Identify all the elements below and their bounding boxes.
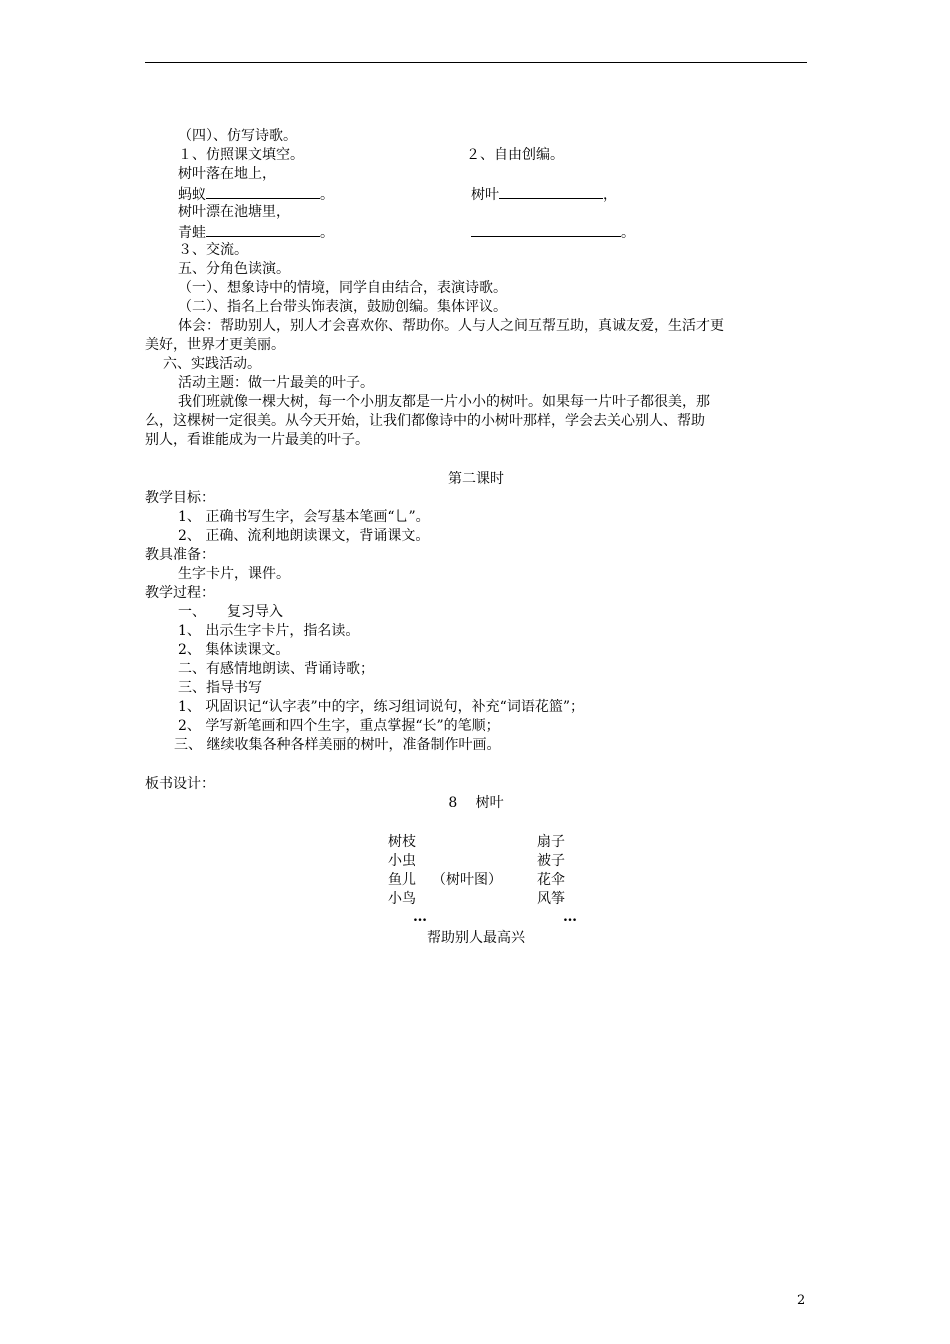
prep-text: 生字卡片，课件。: [178, 566, 290, 582]
step-item: 1、 出示生字卡片，指名读。: [178, 623, 360, 639]
step-item: 2、 集体读课文。: [178, 642, 290, 658]
board-right-item: 扇子: [537, 834, 565, 850]
page-number: 2: [797, 1293, 806, 1308]
poem-line: 树叶漂在池塘里，: [178, 204, 290, 220]
create-fill-line: [471, 184, 617, 204]
lesson-title: 第二课时: [448, 471, 504, 487]
section-6-title: 六、实践活动。: [163, 356, 261, 372]
paragraph: 么，这棵树一定很美。从今天开始，让我们都像诗中的小树叶那样，学会去关心别人、帮助: [145, 413, 705, 429]
poem-fill-line: [178, 184, 334, 204]
paragraph: 体会：帮助别人，别人才会喜欢你、帮助你。人与人之间互帮互助，真诚友爱，生活才更: [178, 318, 724, 334]
process-heading: 教学过程：: [145, 585, 215, 601]
answer-blank[interactable]: [206, 184, 320, 199]
step-item: 二、有感情地朗读、背诵诗歌；: [178, 661, 374, 677]
punct: ，: [603, 187, 617, 203]
board-left-item: 鱼儿: [388, 872, 416, 888]
poem-line: 树叶落在地上，: [178, 166, 276, 182]
exchange-item: ３、交流。: [178, 242, 248, 258]
step-item: 一、 复习导入: [178, 604, 283, 620]
board-right-item: 风筝: [537, 891, 565, 907]
step-item: 1、 巩固识记“认字表”中的字，练习组词说句，补充“词语花篮”；: [178, 699, 584, 715]
punct: 。: [320, 187, 334, 203]
header-rule: [145, 62, 807, 63]
poem-fill-label: 蚂蚁: [178, 187, 206, 203]
paragraph: （一）、想象诗中的情境，同学自由结合，表演诗歌。: [178, 280, 507, 296]
create-fill-label: 树叶: [471, 187, 499, 203]
prep-heading: 教具准备：: [145, 547, 215, 563]
punct: 。: [320, 225, 334, 241]
free-create-item: ２、自由创编。: [466, 147, 564, 163]
section-5-title: 五、分角色读演。: [178, 261, 290, 277]
step-item: 三、 继续收集各种各样美丽的树叶，准备制作叶画。: [174, 737, 501, 753]
answer-blank[interactable]: [471, 222, 621, 237]
board-right-item: 被子: [537, 853, 565, 869]
leaf-drawing-placeholder: （树叶图）: [432, 872, 502, 888]
step-item: 2、 学写新笔画和四个生字，重点掌握“长”的笔顺；: [178, 718, 500, 734]
goal-item: 1、 正确书写生字，会写基本笔画“乚”。: [178, 509, 430, 525]
paragraph: 美好，世界才更美丽。: [145, 337, 285, 353]
board-right-item: 花伞: [537, 872, 565, 888]
paragraph: 别人，看谁能成为一片最美的叶子。: [145, 432, 369, 448]
poem-fill-label: 青蛙: [178, 225, 206, 241]
create-fill-line: [471, 222, 635, 242]
paragraph: （二）、指名上台带头饰表演，鼓励创编。集体评议。: [178, 299, 507, 315]
step-item: 三、指导书写: [178, 680, 262, 696]
goals-heading: 教学目标：: [145, 490, 215, 506]
board-left-item: 小虫: [388, 853, 416, 869]
board-title: 8 树叶: [448, 795, 504, 811]
board-left-item: 树枝: [388, 834, 416, 850]
fill-blank-item: １、仿照课文填空。: [178, 147, 304, 163]
answer-blank[interactable]: [499, 184, 603, 199]
section-4-title: （四）、仿写诗歌。: [178, 128, 297, 144]
board-left-item: 小鸟: [388, 891, 416, 907]
goal-item: 2、 正确、流利地朗读课文，背诵课文。: [178, 528, 430, 544]
poem-fill-line: [178, 222, 334, 242]
punct: 。: [621, 225, 635, 241]
answer-blank[interactable]: [206, 222, 320, 237]
activity-theme: 活动主题：做一片最美的叶子。: [178, 375, 374, 391]
board-ellipsis: …: [563, 909, 577, 925]
board-heading: 板书设计：: [145, 776, 215, 792]
board-ellipsis: …: [413, 909, 427, 925]
paragraph: 我们班就像一棵大树，每一个小朋友都是一片小小的树叶。如果每一片叶子都很美，那: [178, 394, 710, 410]
board-footer: 帮助别人最高兴: [427, 930, 525, 946]
